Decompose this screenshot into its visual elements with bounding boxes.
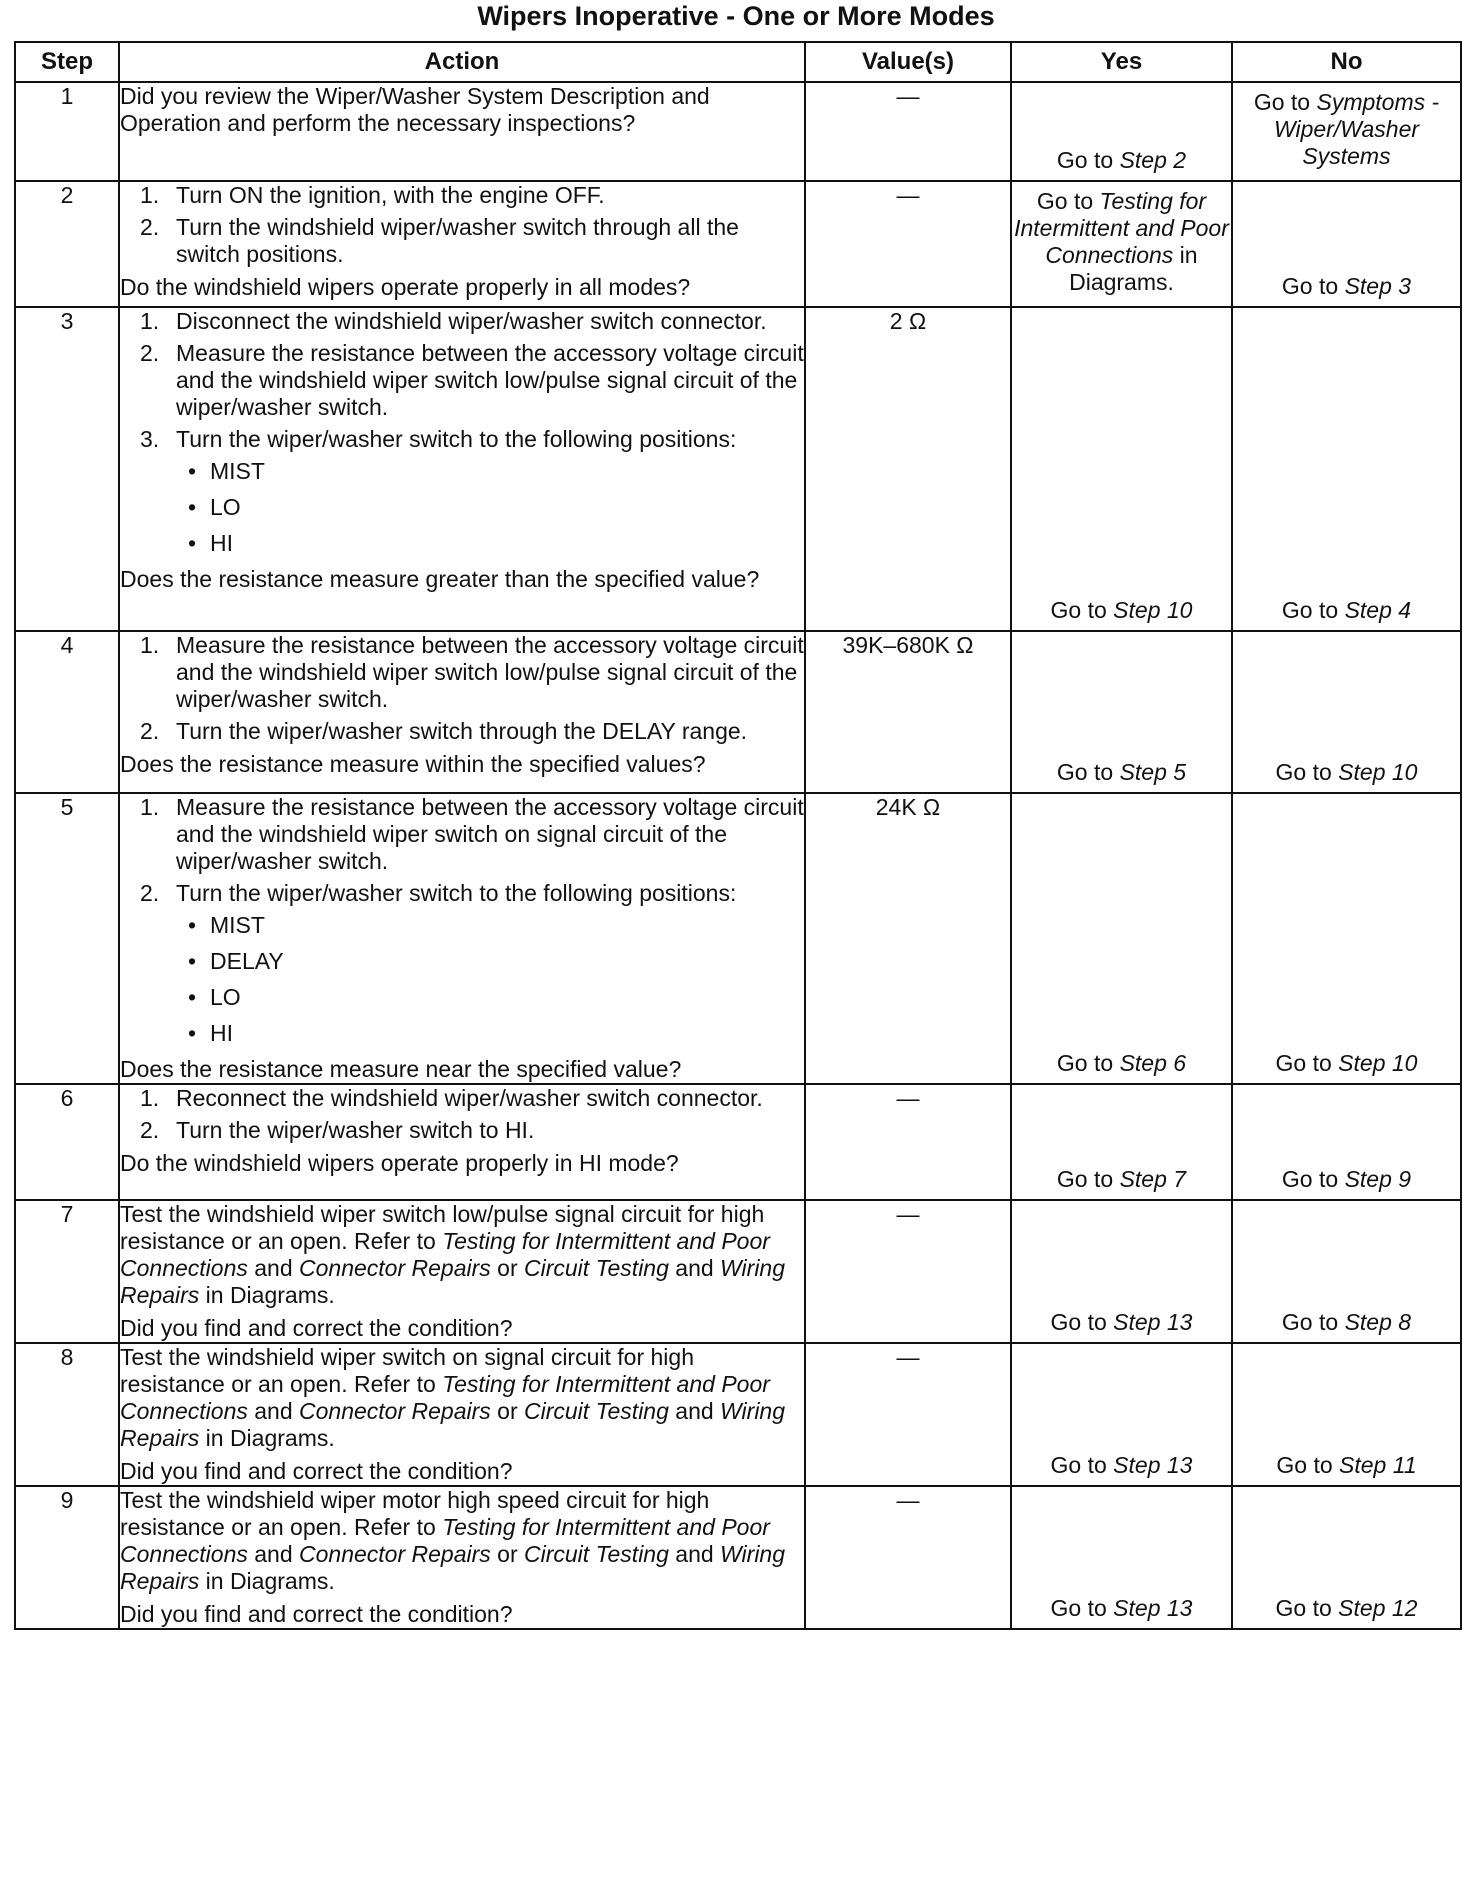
text-fragment: Test the windshield wiper switch low/pulse signal circuit for high resistance or an open. Refer to [120, 1201, 765, 1254]
step-text: Disconnect the windshield wiper/washer switch connector. [176, 308, 767, 334]
text-fragment: Go to [1275, 759, 1339, 785]
reference-link: Step 6 [1119, 1050, 1187, 1076]
reference-link: Wiring Repairs [120, 1541, 786, 1594]
step-index: 1. [140, 308, 160, 334]
action-cell [119, 181, 805, 307]
no-text [1233, 273, 1460, 300]
yes-outcome [1011, 1084, 1232, 1200]
yes-outcome [1011, 1343, 1232, 1486]
text-fragment: or [490, 1255, 525, 1281]
reference-link: Step 9 [1344, 1166, 1412, 1192]
reference-link: Testing for Intermittent and Poor Connections [1014, 188, 1229, 268]
action-cell [119, 1486, 805, 1629]
action-question: Did you find and correct the condition? [120, 1458, 513, 1484]
reference-link: Wiring Repairs [120, 1255, 786, 1308]
text-fragment: and [668, 1398, 721, 1424]
switch-position: • MIST [120, 912, 804, 939]
text-fragment: and [668, 1255, 721, 1281]
action-question: Do the windshield wipers operate properly in all modes? [120, 274, 691, 300]
action-step [120, 718, 804, 745]
action-steps [120, 1085, 804, 1144]
action-step [120, 1085, 804, 1112]
header-action: Action [119, 42, 805, 82]
page-title: Wipers Inoperative - One or More Modes [477, 1, 995, 31]
action-step [120, 214, 804, 268]
no-outcome [1232, 1084, 1461, 1200]
step-index: 1. [140, 632, 160, 658]
reference-link: Connector Repairs [299, 1255, 491, 1281]
table-row [15, 82, 1461, 181]
switch-position: • LO [120, 984, 804, 1011]
yes-text [1012, 597, 1231, 624]
specified-value: — [805, 181, 1011, 307]
yes-outcome [1011, 631, 1232, 793]
action-step [120, 632, 804, 713]
text-fragment: Go to [1281, 273, 1345, 299]
text-fragment: Test the windshield wiper motor high speed circuit for high resistance or an open. Refer to [120, 1487, 710, 1540]
text-fragment: and [668, 1541, 721, 1567]
reference-link: Symptoms - Wiper/Washer Systems [1273, 89, 1440, 169]
text-fragment: in Diagrams. [199, 1568, 335, 1594]
text-fragment: Go to [1275, 1595, 1339, 1621]
reference-link: Testing for Intermittent and Poor Connections [120, 1228, 770, 1281]
switch-position: • HI [120, 530, 804, 557]
action-steps [120, 182, 804, 268]
action-cell [119, 1200, 805, 1343]
reference-link: Step 10 [1338, 1050, 1418, 1076]
action-text [120, 1344, 804, 1452]
reference-link: Step 13 [1113, 1452, 1193, 1478]
text-fragment: Go to [1056, 1050, 1120, 1076]
reference-link: Circuit Testing [524, 1398, 669, 1424]
step-index: 3. [140, 426, 160, 452]
yes-text [1012, 1166, 1231, 1193]
step-index: 1. [140, 794, 160, 820]
text-fragment: and [247, 1255, 300, 1281]
step-text: Reconnect the windshield wiper/washer switch connector. [176, 1085, 763, 1111]
yes-text [1012, 182, 1231, 296]
specified-value: — [805, 82, 1011, 181]
step-text: Measure the resistance between the accessory voltage circuit and the windshield wiper switch low/pulse signal circuit of the wiper/washer switch. [176, 340, 804, 420]
text-fragment: Go to [1281, 1309, 1345, 1335]
no-text [1233, 1050, 1460, 1077]
yes-text [1012, 147, 1231, 174]
step-index: 2. [140, 880, 160, 906]
action-step [120, 426, 804, 453]
no-outcome [1232, 793, 1461, 1084]
no-text [1233, 83, 1460, 170]
reference-link: Step 8 [1344, 1309, 1412, 1335]
step-number: 1 [15, 82, 119, 181]
reference-link: Step 5 [1119, 759, 1187, 785]
no-text [1233, 1595, 1460, 1622]
no-text [1233, 759, 1460, 786]
text-fragment: in Diagrams. [199, 1425, 335, 1451]
no-text [1233, 1452, 1460, 1479]
table-row [15, 1343, 1461, 1486]
step-text: Turn the wiper/washer switch to the following positions: [176, 426, 737, 452]
no-text [1233, 597, 1460, 624]
header-values: Value(s) [805, 42, 1011, 82]
yes-text [1012, 759, 1231, 786]
reference-link: Connector Repairs [299, 1541, 491, 1567]
step-index: 2. [140, 1117, 160, 1143]
step-text: Turn the wiper/washer switch to the following positions: [176, 880, 737, 906]
action-question: Does the resistance measure within the specified values? [120, 751, 706, 777]
step-index: 2. [140, 214, 160, 240]
action-cell [119, 1084, 805, 1200]
reference-link: Step 11 [1339, 1452, 1417, 1478]
text-fragment: Go to [1281, 597, 1345, 623]
text-fragment: in Diagrams. [199, 1282, 335, 1308]
text-fragment: Go to [1276, 1452, 1340, 1478]
text-fragment: or [490, 1398, 525, 1424]
diagnostic-table [14, 41, 1462, 1630]
step-number: 4 [15, 631, 119, 793]
text-fragment: Go to [1056, 1166, 1120, 1192]
reference-link: Circuit Testing [524, 1541, 669, 1567]
no-text [1233, 1166, 1460, 1193]
switch-positions [120, 458, 804, 557]
table-row [15, 1200, 1461, 1343]
action-step [120, 182, 804, 209]
step-number: 7 [15, 1200, 119, 1343]
no-text [1233, 1309, 1460, 1336]
no-outcome [1232, 1200, 1461, 1343]
action-question: Does the resistance measure greater than the specified value? [120, 566, 760, 592]
no-outcome [1232, 82, 1461, 181]
action-cell [119, 307, 805, 631]
action-question: Did you find and correct the condition? [120, 1315, 513, 1341]
action-question: Did you find and correct the condition? [120, 1601, 513, 1627]
reference-link: Wiring Repairs [120, 1398, 786, 1451]
step-number: 3 [15, 307, 119, 631]
text-fragment: Go to [1050, 1452, 1114, 1478]
specified-value: 2 Ω [805, 307, 1011, 631]
switch-position: • LO [120, 494, 804, 521]
no-outcome [1232, 1343, 1461, 1486]
step-index: 1. [140, 1085, 160, 1111]
specified-value: — [805, 1200, 1011, 1343]
text-fragment: Go to [1050, 597, 1114, 623]
step-index: 2. [140, 340, 160, 366]
yes-outcome [1011, 793, 1232, 1084]
step-number: 5 [15, 793, 119, 1084]
action-question: Does the resistance measure near the specified value? [120, 1056, 682, 1082]
yes-outcome [1011, 307, 1232, 631]
specified-value: 39K–680K Ω [805, 631, 1011, 793]
text-fragment: Go to [1050, 1309, 1114, 1335]
switch-position: • MIST [120, 458, 804, 485]
text-fragment: Go to [1056, 759, 1120, 785]
action-step [120, 308, 804, 335]
reference-link: Step 10 [1113, 597, 1193, 623]
text-fragment: or [490, 1541, 525, 1567]
header-step: Step [15, 42, 119, 82]
action-cell [119, 1343, 805, 1486]
action-cell [119, 82, 805, 181]
table-row [15, 307, 1461, 631]
table-row [15, 793, 1461, 1084]
step-index: 1. [140, 182, 160, 208]
text-fragment: Go to [1275, 1050, 1339, 1076]
action-step [120, 340, 804, 421]
step-text: Measure the resistance between the accessory voltage circuit and the windshield wiper switch low/pulse signal circuit of the wiper/washer switch. [176, 632, 804, 712]
reference-link: Step 13 [1113, 1309, 1193, 1335]
text-fragment: and [247, 1398, 300, 1424]
action-text: Did you review the Wiper/Washer System Description and Operation and perform the necessary inspections? [120, 83, 710, 136]
action-steps [120, 632, 804, 745]
step-text: Measure the resistance between the accessory voltage circuit and the windshield wiper switch on signal circuit of the wiper/washer switch. [176, 794, 804, 874]
yes-outcome [1011, 1200, 1232, 1343]
step-number: 9 [15, 1486, 119, 1629]
step-index: 2. [140, 718, 160, 744]
reference-link: Step 7 [1119, 1166, 1187, 1192]
specified-value: 24K Ω [805, 793, 1011, 1084]
reference-link: Circuit Testing [524, 1255, 669, 1281]
specified-value: — [805, 1486, 1011, 1629]
action-cell [119, 631, 805, 793]
text-fragment: Go to [1253, 89, 1317, 115]
action-text [120, 1487, 804, 1595]
yes-text [1012, 1452, 1231, 1479]
reference-link: Step 2 [1119, 147, 1187, 173]
reference-link: Testing for Intermittent and Poor Connections [120, 1371, 770, 1424]
step-text: Turn ON the ignition, with the engine OFF. [176, 182, 605, 208]
header-no: No [1232, 42, 1461, 82]
action-text [120, 1201, 804, 1309]
text-fragment: Go to [1056, 147, 1120, 173]
reference-link: Step 13 [1113, 1595, 1193, 1621]
yes-text [1012, 1309, 1231, 1336]
table-row [15, 1486, 1461, 1629]
switch-position: • DELAY [120, 948, 804, 975]
text-fragment: Go to [1050, 1595, 1114, 1621]
action-cell [119, 793, 805, 1084]
step-text: Turn the wiper/washer switch through the DELAY range. [176, 718, 748, 744]
switch-position: • HI [120, 1020, 804, 1047]
reference-link: Step 10 [1338, 759, 1418, 785]
yes-outcome [1011, 181, 1232, 307]
text-fragment: Test the windshield wiper switch on signal circuit for high resistance or an open. Refer to [120, 1344, 694, 1397]
specified-value: — [805, 1343, 1011, 1486]
step-text: Turn the wiper/washer switch to HI. [176, 1117, 535, 1143]
reference-link: Step 4 [1344, 597, 1412, 623]
no-outcome [1232, 307, 1461, 631]
table-row [15, 181, 1461, 307]
text-fragment: Go to [1036, 188, 1100, 214]
step-number: 6 [15, 1084, 119, 1200]
reference-link: Testing for Intermittent and Poor Connections [120, 1514, 770, 1567]
reference-link: Step 3 [1344, 273, 1412, 299]
action-step [120, 794, 804, 875]
text-fragment: and [247, 1541, 300, 1567]
table-row [15, 1084, 1461, 1200]
action-steps [120, 794, 804, 907]
action-step [120, 880, 804, 907]
step-number: 2 [15, 181, 119, 307]
action-steps [120, 308, 804, 453]
yes-text [1012, 1595, 1231, 1622]
no-outcome [1232, 181, 1461, 307]
table-row [15, 631, 1461, 793]
reference-link: Step 12 [1338, 1595, 1418, 1621]
specified-value: — [805, 1084, 1011, 1200]
yes-outcome [1011, 1486, 1232, 1629]
text-fragment: Go to [1281, 1166, 1345, 1192]
action-question: Do the windshield wipers operate properly in HI mode? [120, 1150, 679, 1176]
action-step [120, 1117, 804, 1144]
no-outcome [1232, 1486, 1461, 1629]
switch-positions [120, 912, 804, 1047]
table-header-row [15, 42, 1461, 82]
no-outcome [1232, 631, 1461, 793]
yes-outcome [1011, 82, 1232, 181]
header-yes: Yes [1011, 42, 1232, 82]
reference-link: Connector Repairs [299, 1398, 491, 1424]
step-number: 8 [15, 1343, 119, 1486]
step-text: Turn the windshield wiper/washer switch through all the switch positions. [176, 214, 739, 267]
text-fragment: in Diagrams. [1069, 242, 1198, 295]
yes-text [1012, 1050, 1231, 1077]
